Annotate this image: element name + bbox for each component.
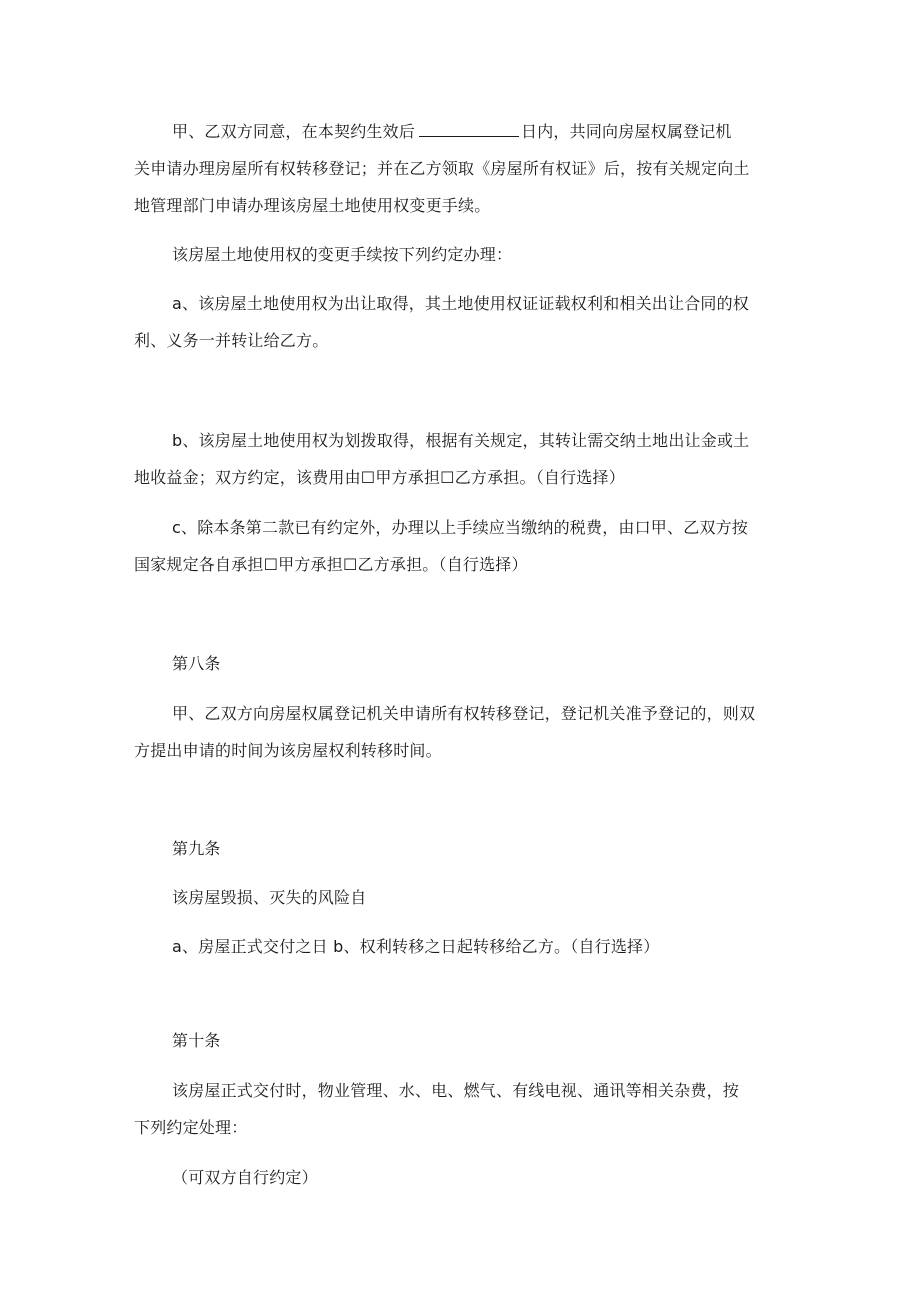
article9-heading: 第九条 [172, 839, 221, 858]
para1-line1 [172, 121, 732, 143]
article8-line1: 甲、乙双方向房屋权属登记机关申请所有权转移登记，登记机关准予登记的，则双 [172, 704, 756, 723]
para1-line1-before: 甲、乙双方同意，在本契约生效后 [172, 122, 416, 141]
para2-text: 该房屋土地使用权的变更手续按下列约定办理： [172, 245, 513, 264]
para1-line1-after: 日内，共同向房屋权属登记机 [521, 122, 732, 141]
clause-c-line2: 国家规定各自承担☐甲方承担☐乙方承担。（自行选择） [134, 555, 528, 574]
article10-line2: 下列约定处理： [134, 1118, 248, 1137]
clause-b-line1: b、该房屋土地使用权为划拨取得，根据有关规定，其转让需交纳土地出让金或土 [172, 431, 750, 450]
clause-c-line1: c、除本条第二款已有约定外，办理以上手续应当缴纳的税费，由口甲、乙双方按 [172, 518, 748, 537]
article8-line2: 方提出申请的时间为该房屋权利转移时间。 [134, 741, 442, 760]
clause-b-line2: 地收益金；双方约定，该费用由☐甲方承担☐乙方承担。（自行选择） [134, 468, 625, 487]
article9-line2: a、房屋正式交付之日 b、权利转移之日起转移给乙方。（自行选择） [172, 937, 660, 956]
para1-line3: 地管理部门申请办理该房屋土地使用权变更手续。 [134, 196, 491, 215]
clause-a-line1: a、该房屋土地使用权为出让取得，其土地使用权证证载权利和相关出让合同的权 [172, 294, 750, 313]
clause-a-line2: 利、义务一并转让给乙方。 [134, 331, 329, 350]
article10-line1: 该房屋正式交付时，物业管理、水、电、燃气、有线电视、通讯等相关杂费，按 [172, 1081, 740, 1100]
days-blank-field [419, 122, 519, 137]
article9-line1: 该房屋毁损、灭失的风险自 [172, 888, 367, 907]
article8-heading: 第八条 [172, 654, 221, 673]
article10-line3: （可双方自行约定） [172, 1168, 318, 1187]
article10-heading: 第十条 [172, 1031, 221, 1050]
para1-line2: 关申请办理房屋所有权转移登记；并在乙方领取《房屋所有权证》后，按有关规定向土 [134, 159, 750, 178]
